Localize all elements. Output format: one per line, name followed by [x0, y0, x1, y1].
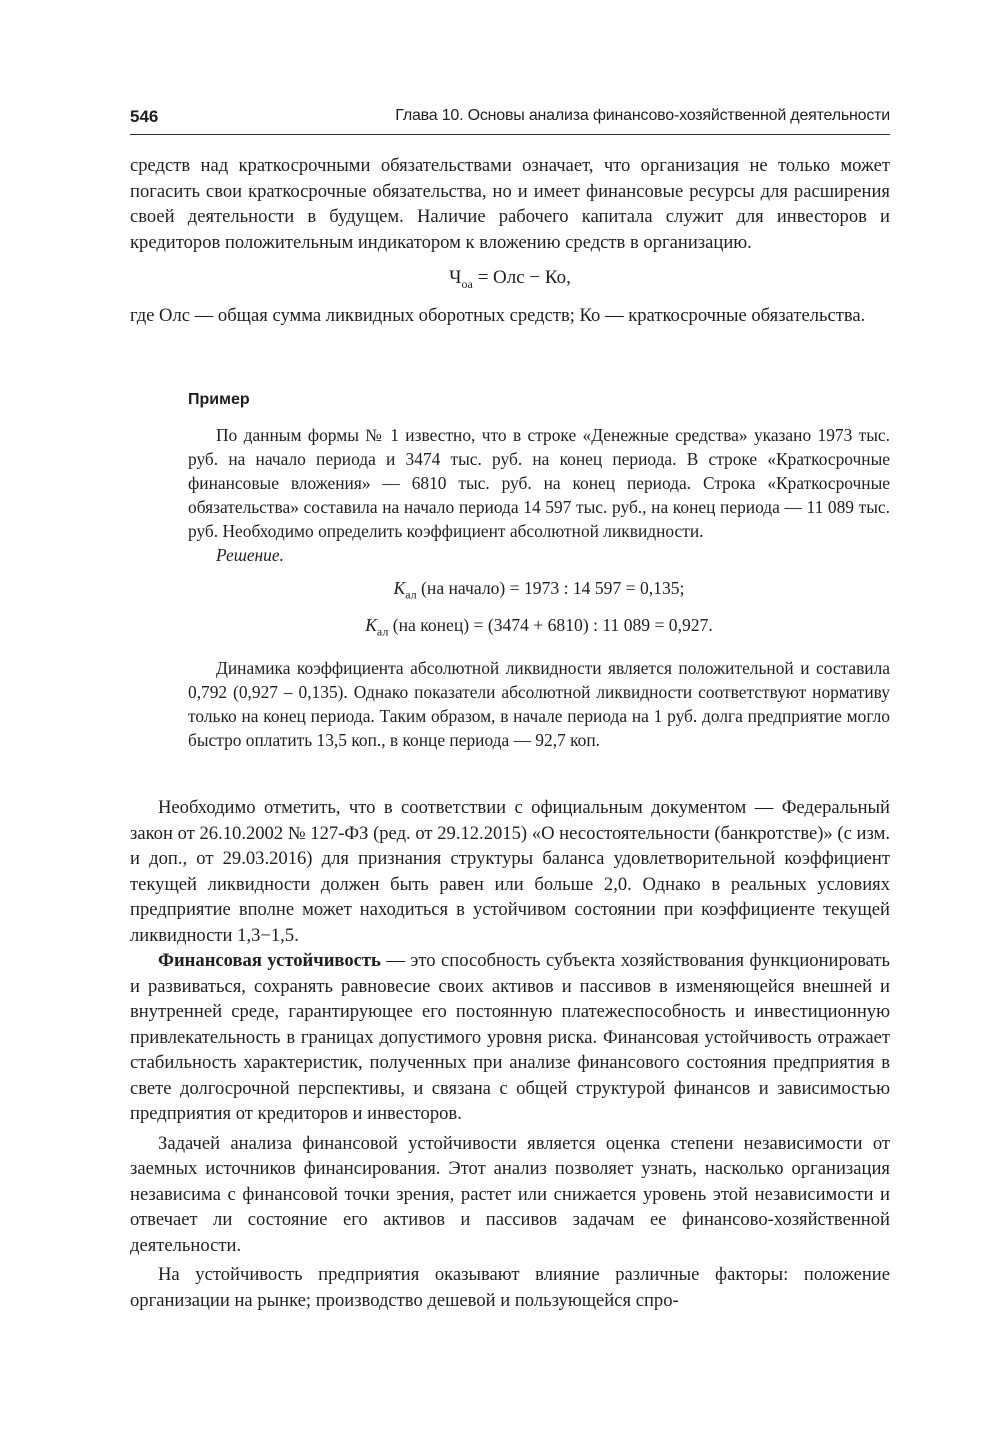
- formula-k-subscript: ал: [376, 624, 389, 639]
- page-number: 546: [130, 107, 159, 126]
- formula-k-symbol: К: [393, 578, 406, 598]
- main-section: [130, 795, 890, 1313]
- main-paragraph-2: [130, 948, 890, 1127]
- formula-k-symbol: К: [365, 614, 377, 635]
- chapter-title: Глава 10. Основы анализа финансово-хозяйственной деятельности: [395, 107, 890, 124]
- formula-start-expression: (на начало) = 1973 : 14 597 = 0,135;: [416, 578, 685, 598]
- formula-end-period: [188, 610, 890, 647]
- formula-symbol: Ч: [449, 267, 462, 288]
- intro-section: [130, 153, 890, 328]
- example-title: Пример: [188, 391, 250, 408]
- working-capital-formula: [130, 265, 890, 297]
- main-paragraph-1: Необходимо отметить, что в соответствии с официальным документом — Федеральный закон от 26.10.2002 № 127-ФЗ (ред. от 29.12.2015) «О несостоятельности (банкротстве)» (с изм. и доп., от 29.03.2016) для признания структуры баланса удовлетворительной коэффициент текущей ликвидности должен быть равен или больше 2,0. Однако в реальных условиях предприятие вполне может находиться в устойчивом состоянии при коэффициенте текущей ликвидности 1,3−1,5.: [130, 797, 890, 946]
- formula-k-subscript: ал: [405, 587, 417, 602]
- example-block: [188, 423, 890, 752]
- term-financial-stability: Финансовая устойчивость: [158, 950, 381, 971]
- main-paragraph-3: Задачей анализа финансовой устойчивости является оценка степени независимости от заемных источников финансирования. Этот анализ позволяет узнать, насколько организация независима с финансовой точки зрения, растет или снижается уровень этой независимости и отвечает ли состояние его активов и пассивов задачам ее финансово-хозяйственной деятельности.: [130, 1132, 890, 1256]
- term-definition: — это способность субъекта хозяйствования функционировать и развиваться, сохранять равновесие своих активов и пассивов в изменяющейся внешней и внутренней среде, гарантирующее его постоянную платежеспособность и инвестиционную привлекательность в границах допустимого уровня риска. Финансовая устойчивость отражает стабильность характеристик, полученных при анализе финансового состояния предприятия в свете долгосрочной перспективы, и связана с общей структурой финансов и зависимостью предприятия от кредиторов и инвесторов.: [130, 950, 890, 1124]
- formula-start-period: [188, 573, 890, 610]
- formula-explanation: где Олс — общая сумма ликвидных оборотных средств; Ко — краткосрочные обязательства.: [130, 304, 866, 326]
- solution-label: Решение.: [216, 545, 284, 565]
- formula-expression: = Олс − Ко,: [472, 267, 571, 288]
- example-paragraph: По данным формы № 1 известно, что в строке «Денежные средства» указано 1973 тыс. руб. на начало периода и 3474 тыс. руб. на конец периода. В строке «Краткосрочные финансовые вложения» — 6810 тыс. руб. на конец периода. Строка «Краткосрочные обязательства» составила на начало периода 14 597 тыс. руб., на конец периода — 11 089 тыс. руб. Необходимо определить коэффициент абсолютной ликвидности.: [188, 425, 890, 541]
- formula-subscript: оа: [461, 276, 473, 291]
- intro-paragraph: средств над краткосрочными обязательствами означает, что организация не только может погасить свои краткосрочные обязательства, но и имеет финансовые ресурсы для расширения своей деятельности в будущем. Наличие рабочего капитала служит для инвесторов и кредиторов положительным индикатором к вложению средств в организацию.: [130, 155, 890, 253]
- main-paragraph-4: На устойчивость предприятия оказывают влияние различные факторы: положение организации на рынке; производство дешевой и пользующейся спро-: [130, 1264, 890, 1311]
- formula-end-expression: (на конец) = (3474 + 6810) : 11 089 = 0,927.: [388, 614, 713, 635]
- example-conclusion: Динамика коэффициента абсолютной ликвидности является положительной и составила 0,792 (0,927 – 0,135). Однако показатели абсолютной ликвидности соответствуют нормативу только на конец периода. Таким образом, в начале периода на 1 руб. долга предприятие могло быстро оплатить 13,5 коп., в конце периода — 92,7 коп.: [188, 658, 890, 751]
- running-header: [130, 104, 890, 135]
